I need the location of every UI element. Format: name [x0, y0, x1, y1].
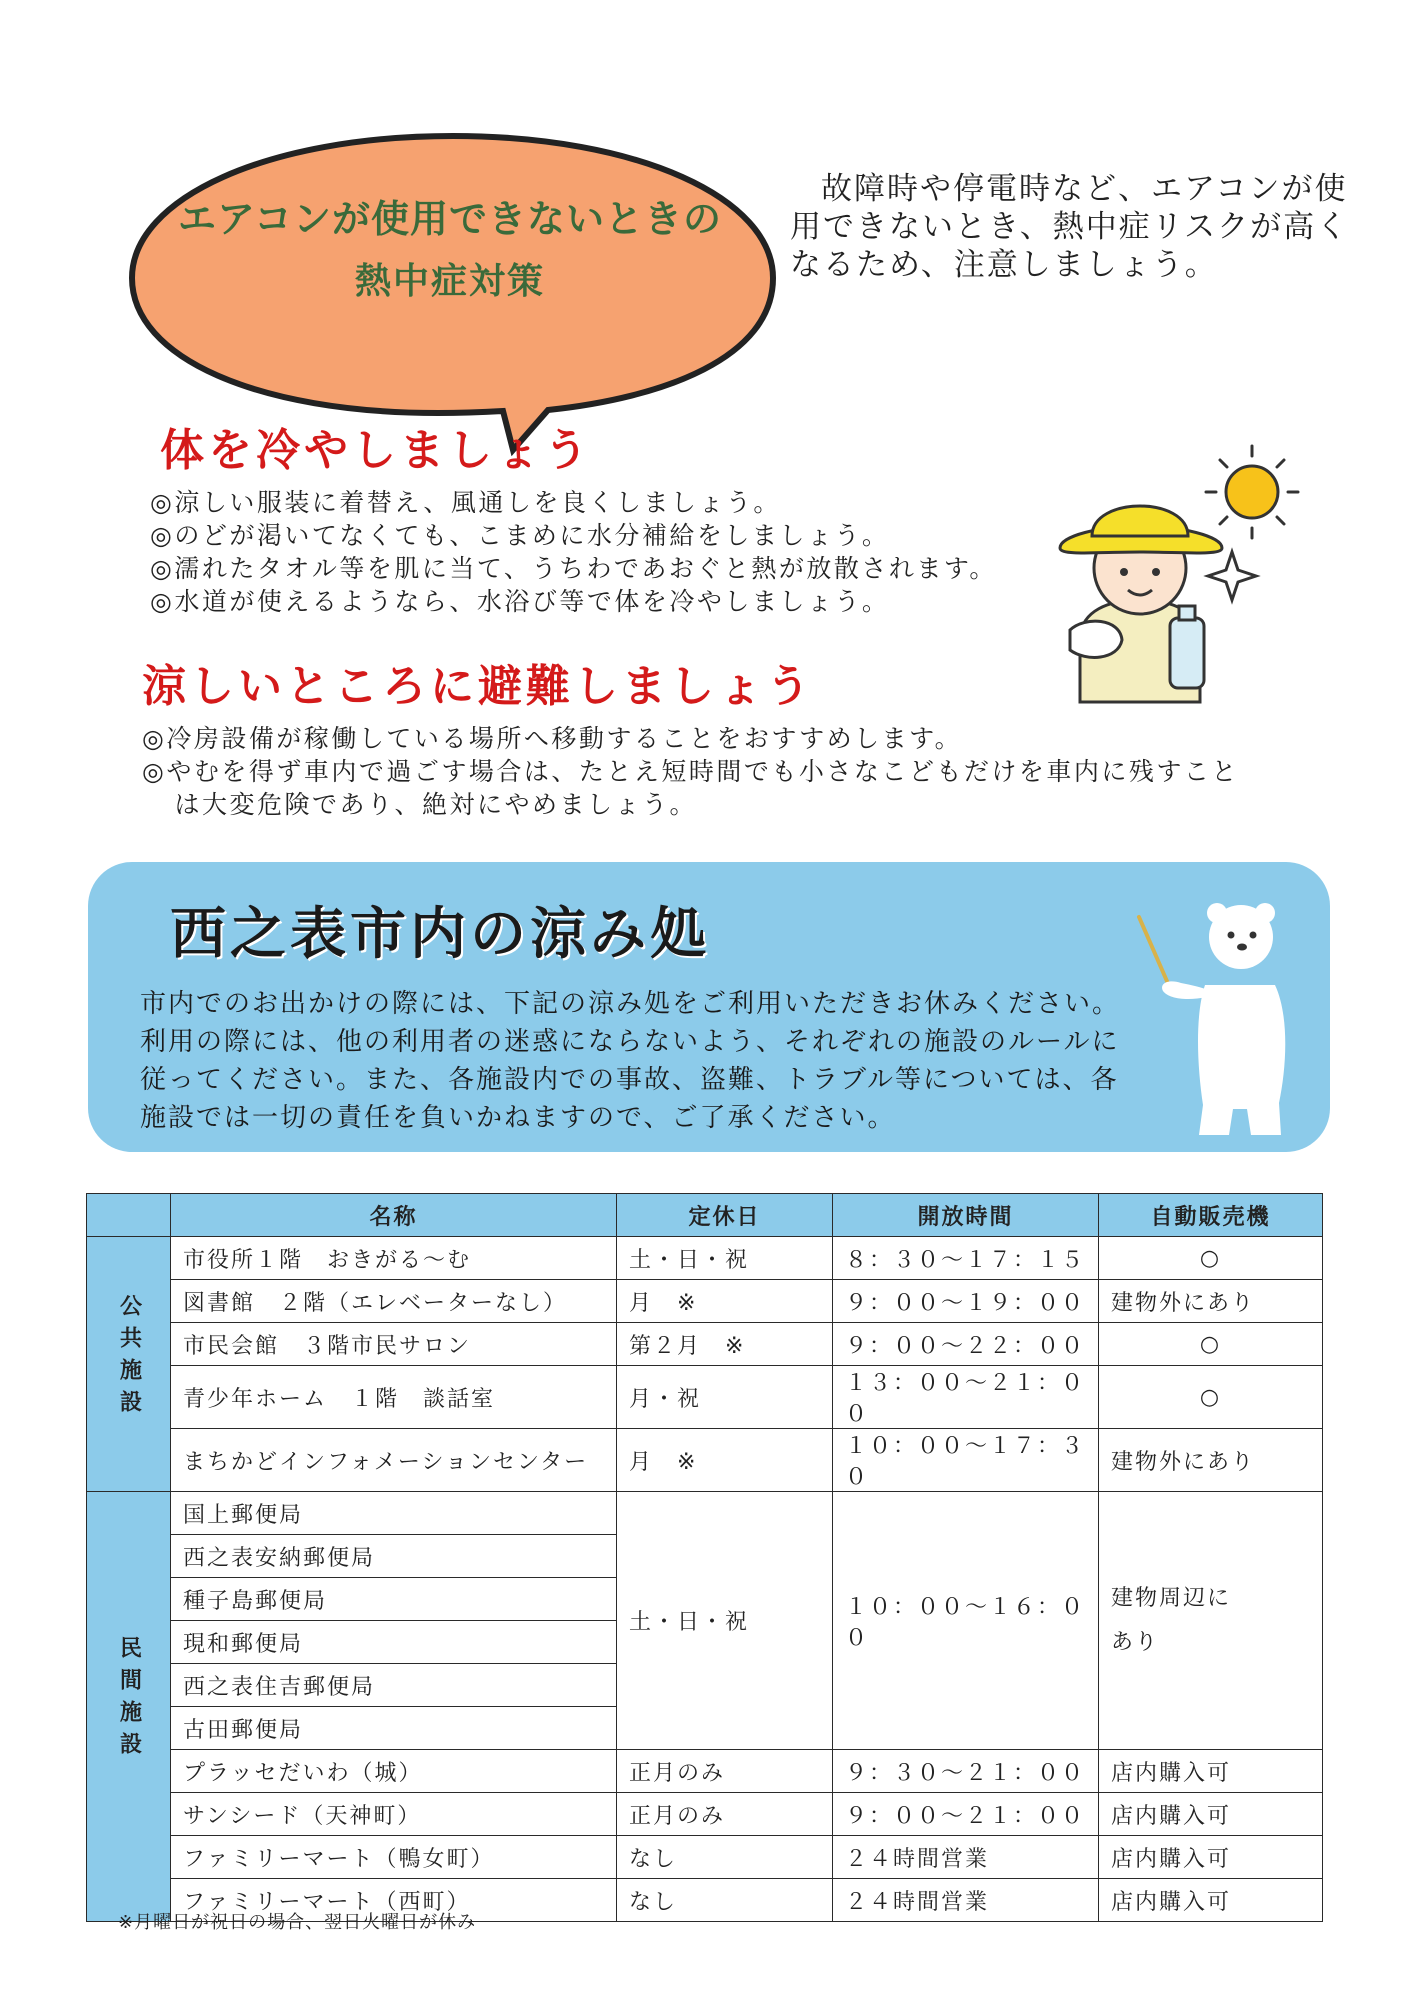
header-vending-machine: 自動販売機	[1099, 1194, 1323, 1237]
cell-closed: 正月のみ	[617, 1750, 833, 1793]
cell-vending-merged	[1099, 1492, 1323, 1750]
sparkle-icon	[1208, 552, 1256, 600]
cell-vending: ○	[1099, 1237, 1323, 1280]
table-row	[87, 1237, 1323, 1280]
table-header-row	[87, 1194, 1323, 1237]
cell-hours-merged: １０：００～１６：００	[833, 1492, 1099, 1750]
group-label: 公共施設	[116, 1293, 142, 1422]
panel-title: 西之表市内の涼み処	[170, 902, 710, 967]
cell-hours: １３：００～２１：００	[833, 1366, 1099, 1429]
group-private	[87, 1492, 171, 1922]
cell-hours: ２４時間営業	[833, 1836, 1099, 1879]
cell-name: 古田郵便局	[171, 1707, 617, 1750]
cell-closed: 月 ※	[617, 1280, 833, 1323]
panel-line: 従ってください。また、各施設内での事故、盗難、トラブル等については、各	[140, 1065, 1119, 1095]
table-row	[87, 1323, 1323, 1366]
header-blank	[87, 1194, 171, 1237]
cell-vending: ○	[1099, 1366, 1323, 1429]
panel-line: 市内でのお出かけの際には、下記の涼み処をご利用いただきお休みください。	[140, 989, 1121, 1019]
cell-closed: なし	[617, 1836, 833, 1879]
intro-text: 故障時や停電時など、エアコンが使用できないとき、熱中症リスクが高くなるため、注意しましょう。	[790, 171, 1350, 283]
vending-line: あり	[1111, 1629, 1160, 1655]
cell-name: 市民会館 ３階市民サロン	[171, 1323, 617, 1366]
footnote: ※月曜日が祝日の場合、翌日火曜日が休み	[118, 1912, 477, 1933]
cell-closed: 月・祝	[617, 1366, 833, 1429]
list-item: ◎のどが渇いてなくても、こまめに水分補給をしましょう。	[150, 521, 890, 550]
list-item: ◎水道が使えるようなら、水浴び等で体を冷やしましょう。	[150, 587, 890, 616]
vending-line: 建物周辺に	[1111, 1585, 1232, 1611]
cell-name: プラッセだいわ（城）	[171, 1750, 617, 1793]
group-public	[87, 1237, 171, 1492]
cell-name: 西之表安納郵便局	[171, 1535, 617, 1578]
header-closed-days: 定休日	[617, 1194, 833, 1237]
cell-vending: 建物外にあり	[1099, 1429, 1323, 1492]
cell-vending: 建物外にあり	[1099, 1280, 1323, 1323]
child-with-hat-illustration	[1040, 440, 1300, 710]
table-row	[87, 1750, 1323, 1793]
cell-hours: ９：００～２２：００	[833, 1323, 1099, 1366]
facility-table	[86, 1193, 1323, 1922]
cell-closed: 月 ※	[617, 1429, 833, 1492]
cell-closed: 第２月 ※	[617, 1323, 833, 1366]
polar-bear-illustration	[1125, 895, 1315, 1145]
cell-closed: なし	[617, 1879, 833, 1922]
cell-hours: ９：００～２１：００	[833, 1793, 1099, 1836]
list-item: ◎冷房設備が稼働している場所へ移動することをおすすめします。	[142, 724, 963, 753]
cell-hours: ９：００～１９：００	[833, 1280, 1099, 1323]
cool-body-list	[150, 486, 997, 618]
sun-icon	[1206, 446, 1298, 538]
cell-closed: 土・日・祝	[617, 1237, 833, 1280]
cell-name: 青少年ホーム １階 談話室	[171, 1366, 617, 1429]
list-item: ◎やむを得ず車内で過ごす場合は、たとえ短時間でも小さなこどもだけを車内に残すこと	[142, 757, 1239, 786]
cell-hours: １０：００～１７：３０	[833, 1429, 1099, 1492]
cell-closed-merged: 土・日・祝	[617, 1492, 833, 1750]
table-row	[87, 1492, 1323, 1535]
cell-vending: 店内購入可	[1099, 1793, 1323, 1836]
cell-name: ファミリーマート（西町）	[171, 1879, 617, 1922]
list-item: ◎涼しい服装に着替え、風通しを良くしましょう。	[150, 488, 781, 517]
cell-name: 西之表住吉郵便局	[171, 1664, 617, 1707]
table-row	[87, 1836, 1323, 1879]
cell-vending: 店内購入可	[1099, 1836, 1323, 1879]
table-row	[87, 1366, 1323, 1429]
cell-name: 図書館 ２階（エレベーターなし）	[171, 1280, 617, 1323]
list-item: ◎濡れたタオル等を肌に当て、うちわであおぐと熱が放散されます。	[150, 554, 997, 583]
cell-vending: 店内購入可	[1099, 1879, 1323, 1922]
header-open-hours: 開放時間	[833, 1194, 1099, 1237]
list-item-continuation: は大変危険であり、絶対にやめましょう。	[174, 790, 698, 819]
cell-hours: ９：３０～２１：００	[833, 1750, 1099, 1793]
group-label: 民間施設	[116, 1636, 142, 1764]
cell-hours: ２４時間営業	[833, 1879, 1099, 1922]
cell-vending: 店内購入可	[1099, 1750, 1323, 1793]
evacuate-list	[142, 722, 1239, 821]
cell-vending: ○	[1099, 1323, 1323, 1366]
cell-name: サンシード（天神町）	[171, 1793, 617, 1836]
heading-cool-body: 体を冷やしましょう	[160, 425, 592, 476]
panel-description	[140, 985, 1150, 1137]
heading-evacuate: 涼しいところに避難しましょう	[142, 661, 814, 712]
panel-line: 利用の際には、他の利用者の迷惑にならないよう、それぞれの施設のルールに	[140, 1027, 1120, 1057]
table-row	[87, 1793, 1323, 1836]
cell-name: まちかどインフォメーションセンター	[171, 1429, 617, 1492]
panel-line: 施設では一切の責任を負いかねますので、ご了承ください。	[140, 1103, 896, 1133]
header-name: 名称	[171, 1194, 617, 1237]
cell-name: 国上郵便局	[171, 1492, 617, 1535]
bubble-title-line2: 熱中症対策	[354, 261, 545, 302]
cell-closed: 正月のみ	[617, 1793, 833, 1836]
cell-name: 現和郵便局	[171, 1621, 617, 1664]
cell-name: 種子島郵便局	[171, 1578, 617, 1621]
table-row	[87, 1280, 1323, 1323]
cell-name: 市役所１階 おきがる～む	[171, 1237, 617, 1280]
cell-hours: ８：３０～１７：１５	[833, 1237, 1099, 1280]
table-row	[87, 1429, 1323, 1492]
bubble-title-line1: エアコンが使用できないときの	[177, 197, 723, 241]
cell-name: ファミリーマート（鴨女町）	[171, 1836, 617, 1879]
